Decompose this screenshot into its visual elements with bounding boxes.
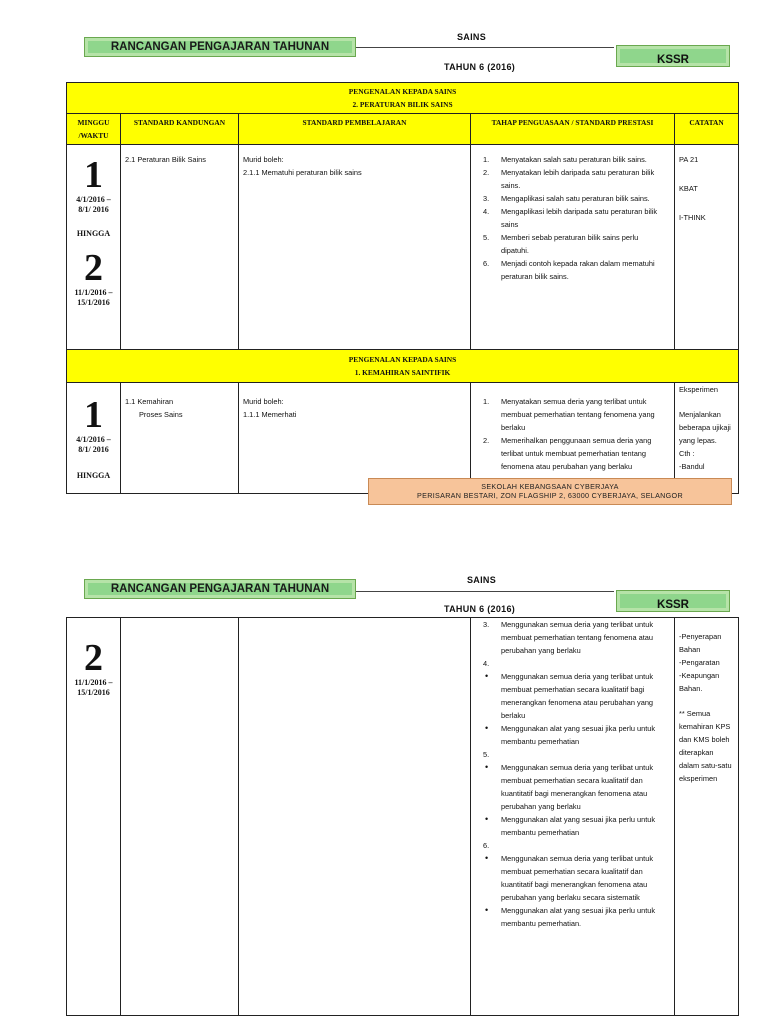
col-standard-pembelajaran: STANDARD PEMBELAJARAN [239, 114, 471, 145]
section-subtitle: 2. PERATURAN BILIK SAINS [352, 100, 453, 109]
tahap-cell [471, 618, 675, 1016]
standard-kandungan-cell [121, 618, 239, 1016]
week-cell [67, 618, 121, 1016]
section-subtitle: 1. KEMAHIRAN SAINTIFIK [354, 368, 451, 377]
week-cell [67, 145, 121, 350]
catatan-item: -Pengaratan [679, 658, 720, 667]
standard-pembelajaran-cell [239, 145, 471, 350]
week-number: 2 [84, 637, 103, 679]
kandungan-text: 2.1 Peraturan Bilik Sains [125, 155, 206, 164]
tahap-cell [471, 383, 675, 494]
pembelajaran-intro: Murid boleh: [243, 155, 284, 164]
tahap-item: 1. Menyatakan semua deria yang terlibat untuk membuat pemerhatian tentang fenomena yang berlaku [483, 397, 655, 432]
standard-kandungan-cell [121, 145, 239, 350]
week-number: 1 [84, 394, 103, 436]
catatan-cell [675, 383, 739, 494]
week-date: 4/1/2016 – 8/1/ 2016 [76, 195, 111, 214]
tahap-cell [471, 145, 675, 350]
catatan-cell [675, 145, 739, 350]
tahap-item: 6. [483, 841, 490, 850]
catatan-item: PA 21 [679, 155, 699, 164]
kandungan-text: Proses Sains [139, 410, 183, 419]
tahap-item: 2. Menyatakan lebih daripada satu peraturan bilik sains. [483, 168, 655, 190]
catatan-item: KBAT [679, 184, 698, 193]
standard-pembelajaran-cell [239, 618, 471, 1016]
tahap-bullet: • Menggunakan alat yang sesuai jika perlu untuk membantu pemerhatian [481, 722, 658, 748]
catatan-note: ** Semua kemahiran KPS dan KMS boleh diterapkan dalam satu-satu eksperimen [679, 709, 732, 783]
catatan-item: Cth : [679, 449, 695, 458]
hingga-label: HINGGA [76, 471, 111, 480]
kandungan-text: 1.1 Kemahiran [125, 397, 174, 406]
catatan-item: Menjalankan beberapa ujikaji yang lepas. [679, 410, 731, 445]
col-tahap-penguasaan: TAHAP PENGUASAAN / STANDARD PRESTASI [471, 114, 675, 145]
plan-title: RANCANGAN PENGAJARAN TAHUNAN [84, 37, 356, 57]
school-footer [368, 478, 732, 505]
catatan-item: -Penyerapan Bahan [679, 632, 722, 654]
pembelajaran-item: 1.1.1 Memerhati [243, 410, 297, 419]
week-date: 11/1/2016 – 15/1/2016 [74, 678, 113, 697]
kssr-badge: KSSR [616, 590, 730, 612]
plan-table-2 [66, 617, 739, 1016]
plan-table-1 [66, 82, 739, 494]
tahap-item: 3. Menggunakan semua deria yang terlibat untuk membuat pemerhatian tentang fenomena atau perubahan yang berlaku [483, 620, 654, 655]
week-date: 4/1/2016 – 8/1/ 2016 [76, 435, 111, 454]
header-rule [356, 47, 614, 48]
catatan-item: -Keapungan Bahan. [679, 671, 720, 693]
section-title: PENGENALAN KEPADA SAINS [348, 355, 457, 364]
col-catatan: CATATAN [675, 114, 739, 145]
plan-title: RANCANGAN PENGAJARAN TAHUNAN [84, 579, 356, 599]
col-minggu: MINGGU /WAKTU [67, 114, 121, 145]
school-address: PERISARAN BESTARI, ZON FLAGSHIP 2, 63000 CYBERJAYA, SELANGOR [417, 491, 683, 500]
catatan-item: I-THINK [679, 213, 706, 222]
tahap-bullet: • Menggunakan semua deria yang terlibat untuk membuat pemerhatian secara kualitatif dan kuantitatif bagi menerangkan fenomena atau perubahan yang berlaku [481, 761, 658, 813]
col-standard-kandungan: STANDARD KANDUNGAN [121, 114, 239, 145]
section-header-peraturan [67, 83, 739, 114]
tahap-item: 6. Menjadi contoh kepada rakan dalam mematuhi peraturan bilik sains. [483, 259, 655, 281]
week-date: 11/1/2016 – 15/1/2016 [74, 288, 113, 307]
subject-label: SAINS [457, 32, 487, 42]
tahap-bullet: • Menggunakan semua deria yang terlibat untuk membuat pemerhatian secara kualitatif dan kuantitatif bagi menerangkan fenomena atau perubahan yang berlaku secara sistematik [481, 852, 658, 904]
catatan-item: Eksperimen [679, 385, 719, 394]
kssr-badge: KSSR [616, 45, 730, 67]
tahap-item: 4. [483, 659, 490, 668]
pembelajaran-item: 2.1.1 Mematuhi peraturan bilik sains [243, 168, 362, 177]
tahap-item: 2. Memerihalkan penggunaan semua deria yang terlibat untuk membuat pemerhatian tentang fenomena atau perubahan yang berlaku [483, 436, 652, 471]
tahap-item: 4. Mengaplikasi lebih daripada satu peraturan bilik sains [483, 207, 658, 229]
section-header-kemahiran [67, 350, 739, 383]
catatan-cell [675, 618, 739, 1016]
pembelajaran-intro: Murid boleh: [243, 397, 284, 406]
tahap-item: 5. Memberi sebab peraturan bilik sains perlu dipatuhi. [483, 233, 639, 255]
subject-label: SAINS [467, 575, 497, 585]
year-label: TAHUN 6 (2016) [444, 62, 516, 72]
tahap-bullet: • Menggunakan alat yang sesuai jika perlu untuk membantu pemerhatian. [481, 904, 658, 930]
tahap-bullet: • Menggunakan alat yang sesuai jika perlu untuk membantu pemerhatian [481, 813, 658, 839]
year-label: TAHUN 6 (2016) [444, 604, 516, 614]
tahap-bullet: • Menggunakan semua deria yang terlibat untuk membuat pemerhatian secara kualitatif bagi menerangkan fenomena atau perubahan yang berlaku [481, 670, 658, 722]
tahap-item: 1. Menyatakan salah satu peraturan bilik sains. [483, 155, 647, 164]
standard-kandungan-cell [121, 383, 239, 494]
tahap-item: 3. Mengaplikasi salah satu peraturan bilik sains. [483, 194, 650, 203]
week-cell [67, 383, 121, 494]
week-number: 1 [84, 154, 103, 196]
school-name: SEKOLAH KEBANGSAAN CYBERJAYA [481, 482, 619, 491]
header-rule [356, 591, 614, 592]
hingga-label: HINGGA [76, 229, 111, 238]
catatan-item: -Bandul [679, 462, 705, 471]
standard-pembelajaran-cell [239, 383, 471, 494]
week-number: 2 [84, 247, 103, 289]
tahap-item: 5. [483, 750, 490, 759]
section-title: PENGENALAN KEPADA SAINS [348, 87, 457, 96]
